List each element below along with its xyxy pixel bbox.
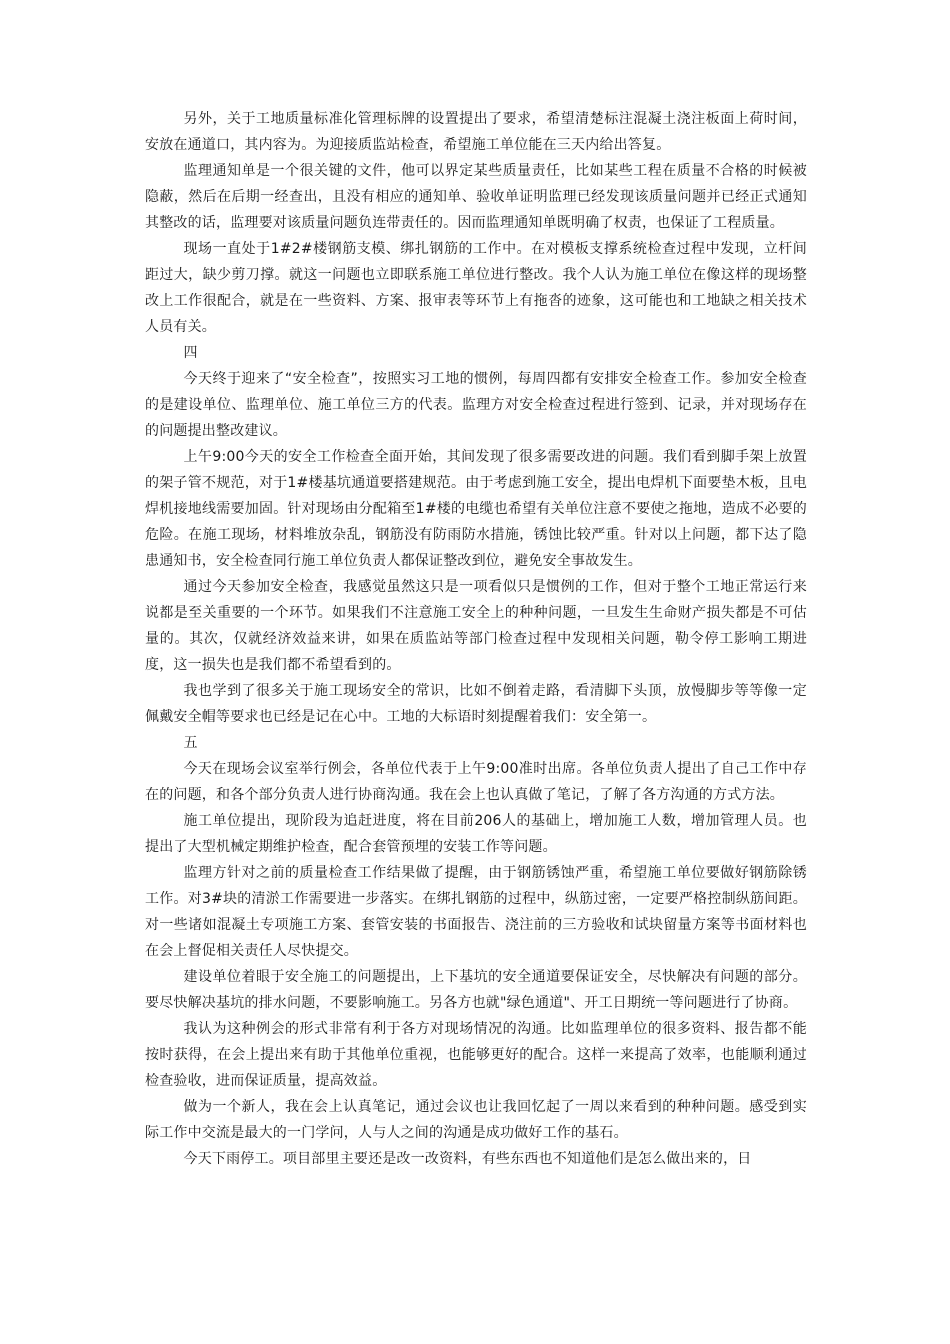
paragraph-safety-reflection: 通过今天参加安全检查，我感觉虽然这只是一项看似只是惯例的工作，但对于整个工地正常运行来说都是至关重要的一个环节。如果我们不注意施工安全上的种种问题，一旦发生生命财产损失都是不可估量的。其次，仅就经济效益来讲，如果在质监站等部门检查过程中发现相关问题，勒令停工影响工期进度，这一损失也是我们都不希望看到的。 bbox=[145, 579, 807, 673]
paragraph-newcomer-reflection: 做为一个新人，我在会上认真笔记，通过会议也让我回忆起了一周以来看到的种种问题。感受到实际工作中交流是最大的一门学问，人与人之间的沟通是成功做好工作的基石。 bbox=[145, 1099, 807, 1141]
document-body bbox=[145, 106, 807, 1172]
paragraph-meeting-intro: 今天在现场会议室举行例会，各单位代表于上午9:00准时出席。各单位负责人提出了自己工作中存在的问题，和各个部分负责人进行协商沟通。我在会上也认真做了笔记，了解了各方沟通的方式方法。 bbox=[145, 761, 807, 803]
paragraph-safety-knowledge: 我也学到了很多关于施工现场安全的常识，比如不倒着走路，看清脚下头顶，放慢脚步等等像一定佩戴安全帽等要求也已经是记在心中。工地的大标语时刻提醒着我们：安全第一。 bbox=[145, 683, 807, 725]
paragraph-supervision-notice: 监理通知单是一个很关键的文件，他可以界定某些质量责任，比如某些工程在质量不合格的时候被隐蔽，然后在后期一经查出，且没有相应的通知单、验收单证明监理已经发现该质量问题并已经正式通知其整改的话，监理要对该质量问题负连带责任的。因而监理通知单既明确了权责，也保证了工程质量。 bbox=[145, 163, 807, 231]
paragraph-owner-items: 建设单位着眼于安全施工的问题提出，上下基坑的安全通道要保证安全，尽快解决有问题的部分。要尽快解决基坑的排水问题，不要影响施工。另各方也就"绿色通道"、开工日期统一等问题进行了协商。 bbox=[145, 969, 807, 1011]
paragraph-safety-inspection-findings: 上午9:00今天的安全工作检查全面开始，其间发现了很多需要改进的问题。我们看到脚手架上放置的架子管不规范，对于1#楼基坑通道要搭建规范。由于考虑到施工安全，提出电焊机下面要垫木板，且电焊机接地线需要加固。针对现场由分配箱至1#楼的电缆也希望有关单位注意不要使之拖地，造成不必要的危险。在施工现场，材料堆放杂乱，钢筋没有防雨防水措施，锈蚀比较严重。针对以上问题，都下达了隐患通知书，安全检查同行施工单位负责人都保证整改到位，避免安全事故发生。 bbox=[145, 449, 807, 569]
section-heading-five: 五 bbox=[183, 735, 198, 751]
paragraph-contractor-items: 施工单位提出，现阶段为追赶进度，将在目前206人的基础上，增加施工人数，增加管理人员。也提出了大型机械定期维护检查，配合套管预埋的安装工作等问题。 bbox=[145, 813, 807, 855]
paragraph-meeting-reflection: 我认为这种例会的形式非常有利于各方对现场情况的沟通。比如监理单位的很多资料、报告都不能按时获得，在会上提出来有助于其他单位重视，也能够更好的配合。这样一来提高了效率，也能顺利通过检查验收，进而保证质量，提高效益。 bbox=[145, 1021, 807, 1089]
paragraph-safety-inspection-intro: 今天终于迎来了“安全检查”，按照实习工地的惯例，每周四都有安排安全检查工作。参加安全检查的是建设单位、监理单位、施工单位三方的代表。监理方对安全检查过程进行签到、记录，并对现场存在的问题提出整改建议。 bbox=[145, 371, 807, 439]
paragraph-supervisor-items: 监理方针对之前的质量检查工作结果做了提醒，由于钢筋锈蚀严重，希望施工单位要做好钢筋除锈工作。对3#块的清淤工作需要进一步落实。在绑扎钢筋的过程中，纵筋过密，一定要严格控制纵筋间距。对一些诸如混凝土专项施工方案、套管安装的书面报告、浇注前的三方验收和试块留量方案等书面材料也在会上督促相关责任人尽快提交。 bbox=[145, 865, 807, 959]
paragraph-rain-day: 今天下雨停工。项目部里主要还是改一改资料，有些东西也不知道他们是怎么做出来的，日 bbox=[183, 1151, 752, 1167]
paragraph-signage: 另外，关于工地质量标准化管理标牌的设置提出了要求，希望清楚标注混凝土浇注板面上荷时间，安放在通道口，其内容为。为迎接质监站检查，希望施工单位能在三天内给出答复。 bbox=[145, 111, 807, 153]
paragraph-formwork-check: 现场一直处于1#2#楼钢筋支模、绑扎钢筋的工作中。在对模板支撑系统检查过程中发现，立杆间距过大，缺少剪刀撑。就这一问题也立即联系施工单位进行整改。我个人认为施工单位在像这样的现场整改上工作很配合，就是在一些资料、方案、报审表等环节上有拖沓的迹象，这可能也和工地缺之相关技术人员有关。 bbox=[145, 241, 807, 335]
section-heading-four: 四 bbox=[183, 345, 198, 361]
